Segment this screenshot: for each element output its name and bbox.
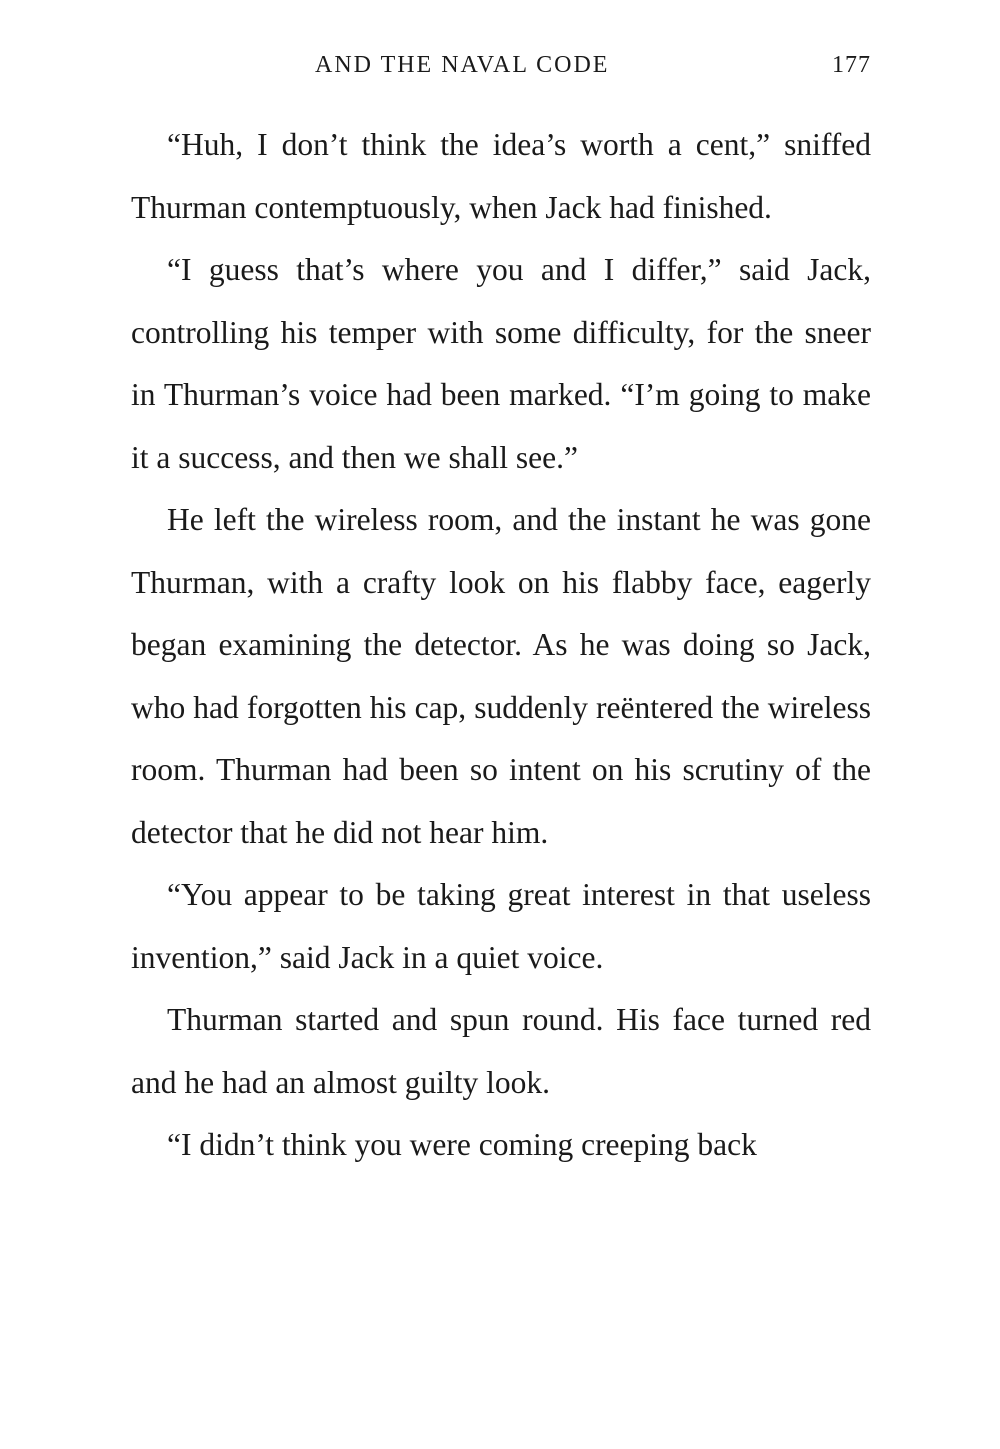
running-head xyxy=(131,50,871,86)
paragraph: Thurman started and spun round. His face turned red and he had an almost guilty look. xyxy=(131,1002,871,1100)
paragraph: “You appear to be taking great interest in that useless invention,” said Jack in a quiet voice. xyxy=(131,877,871,975)
paragraph: “Huh, I don’t think the idea’s worth a cent,” sniffed Thurman contemptuously, when Jack had finished. xyxy=(131,127,871,225)
paragraph: “I guess that’s where you and I differ,” said Jack, controlling his temper with some difficulty, for the sneer in Thurman’s voice had been marked. “I’m going to make it a success, and then we shall see.” xyxy=(131,252,871,475)
book-page xyxy=(131,50,871,1177)
paragraph: He left the wireless room, and the instant he was gone Thurman, with a crafty look on his flabby face, eagerly began examining the detector. As he was doing so Jack, who had forgotten his cap, suddenly reëntered the wireless room. Thurman had been so intent on his scrutiny of the detector that he did not hear him. xyxy=(131,502,871,850)
body-text xyxy=(131,114,871,1177)
page-number: 177 xyxy=(832,52,871,78)
paragraph: “I didn’t think you were coming creeping back xyxy=(167,1127,757,1162)
running-title: AND THE NAVAL CODE xyxy=(315,52,610,78)
